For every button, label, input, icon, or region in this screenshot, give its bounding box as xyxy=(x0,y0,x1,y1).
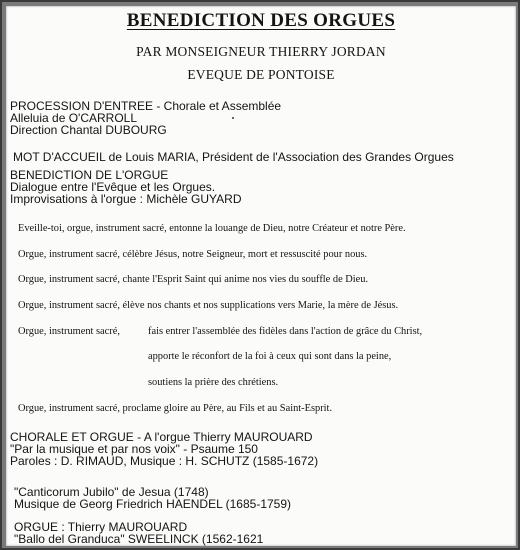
chorale-paroles: Paroles : D. RIMAUD, Musique : H. SCHUTZ (1585-1672) xyxy=(10,454,319,468)
verse-jesus: Orgue, instrument sacré, célèbre Jésus, notre Seigneur, mort et ressuscité pour nous. xyxy=(18,249,368,260)
procession-heading-suffix: - Chorale et Assemblée xyxy=(152,99,282,113)
verse-priere: soutiens la prière des chrétiens. xyxy=(148,377,279,388)
verse-reconfort: apporte le réconfort de la foi à ceux qui sont dans la peine, xyxy=(148,351,392,362)
accueil-line xyxy=(13,151,454,163)
canticorum-musique: Musique de Georg Friedrich HAENDEL (1685-1759) xyxy=(14,497,292,511)
procession-direction: Direction Chantal DUBOURG xyxy=(10,123,167,137)
program-sheet xyxy=(6,6,516,546)
verse-gloire: Orgue, instrument sacré, proclame gloire au Père, au Fils et au Saint-Esprit. xyxy=(18,403,333,414)
benediction-improvisations: Improvisations à l'orgue : Michèle GUYARD xyxy=(10,192,242,206)
verse-assemblee: fais entrer l'assemblée des fidèles dans l'action de grâce du Christ, xyxy=(148,326,423,337)
subtitle-monseigneur: PAR MONSEIGNEUR THIERRY JORDAN xyxy=(136,44,386,59)
chorale-psaume: "Par la musique et par nos voix" - Psaume 150 xyxy=(10,442,258,456)
canticorum-title: "Canticorum Jubilo" de Jesua (1748) xyxy=(14,485,209,499)
speck xyxy=(232,117,234,119)
procession-heading: PROCESSION D'ENTREE xyxy=(10,99,153,113)
procession-alleluia: Alleluia de O'CARROLL xyxy=(10,111,138,125)
chorale-heading: CHORALE ET ORGUE xyxy=(10,430,134,444)
accueil-heading: MOT D'ACCUEIL xyxy=(13,150,106,164)
benediction-heading: BENEDICTION DE L'ORGUE xyxy=(10,168,169,182)
verse-eveille: Eveille-toi, orgue, instrument sacré, entonne la louange de Dieu, notre Créateur et notre Père. xyxy=(18,223,406,234)
verse-marie: Orgue, instrument sacré, élève nos chants et nos supplications vers Marie, la mère de Jésus. xyxy=(18,300,399,311)
chorale-heading-suffix: - A l'orgue Thierry MAUROUARD xyxy=(133,430,313,444)
page-title: BENEDICTION DES ORGUES xyxy=(126,10,396,31)
verse-esprit: Orgue, instrument sacré, chante l'Esprit Saint qui anime nos vies du souffle de Dieu. xyxy=(18,274,369,285)
benediction-dialogue: Dialogue entre l'Evêque et les Orgues. xyxy=(10,180,216,194)
orgue-ballo: "Ballo del Granduca" SWEELINCK (1562-1621 xyxy=(14,532,264,546)
subtitle-eveque: EVEQUE DE PONTOISE xyxy=(187,67,335,82)
orgue-heading-suffix: : Thierry MAUROUARD xyxy=(58,520,188,534)
orgue-heading: ORGUE xyxy=(14,520,59,534)
accueil-text: de Louis MARIA, Président de l'Association des Grandes Orgues xyxy=(105,150,454,164)
verse-orgue-intro: Orgue, instrument sacré, xyxy=(18,326,120,337)
